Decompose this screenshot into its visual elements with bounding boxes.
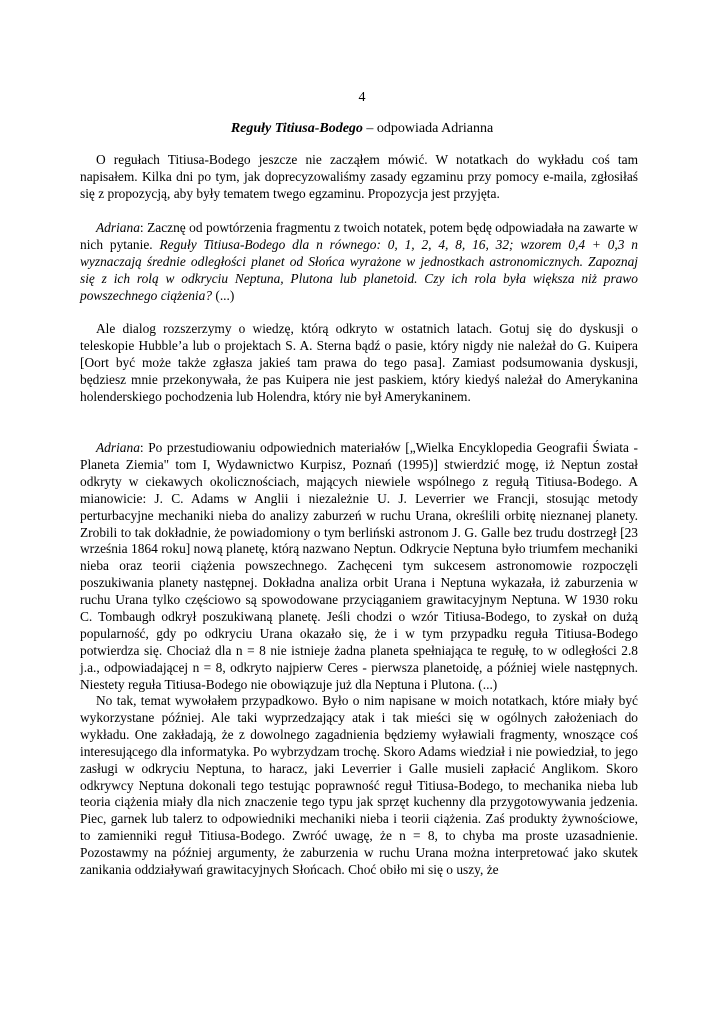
quoted-notes: Reguły Titiusa-Bodego dla n równego: 0, 1, 2, 4, 8, 16, 32; wzorem 0,4 + 0,3 n wyznaczają średnie odległości planet od Słońca wyrażone w jednostkach astronomicznych. Zapoznaj się z ich rolą w odkryciu Neptuna, Plutona lub planetoid. Czy ich rola była większa niż prawo powszechnego ciążenia? xyxy=(80,236,638,303)
speaker-name: Adriana xyxy=(96,220,140,235)
paragraph-dialog-extension: Ale dialog rozszerzymy o wiedzę, którą odkryto w ostatnich latach. Gotuj się do dyskusji o teleskopie Hubble’a lub o projektach S. A. Sterna bądź o pasie, który nigdy nie należał do G. Kuipera [Oort być może także zgłasza jakieś tam prawa do tego pasa]. Zamiast podsumowania dyskusji, będziesz mnie przekonywała, że pas Kuipera nie jest paskiem, który kiedyś należał do Amerykanina holenderskiego pochodzenia lub Holendra, który nie był Amerykaninem. xyxy=(80,321,638,404)
section-heading xyxy=(0,119,724,139)
paragraph-text-end: (...) xyxy=(212,287,235,303)
paragraph-adriana-answer-2 xyxy=(80,440,638,694)
section-title: Reguły Titiusa-Bodego xyxy=(230,121,363,136)
paragraph-intro: O regułach Titiusa-Bodego jeszcze nie zacząłem mówić. W notatkach do wykładu coś tam napisałem. Kilka dni po tym, jak doprecyzowaliśmy zasady egzaminu przy pomocy e-maila, zgłosiłaś się z propozycją, aby były tematem twego egzaminu. Propozycja jest przyjęta. xyxy=(80,152,638,201)
page-number: 4 xyxy=(358,90,366,105)
paragraph-text: : Po przestudiowaniu odpowiednich materiałów [„Wielka Encyklopedia Geografii Świata -Planeta Ziemia" tom I, Wydawnictwo Kurpisz, Poznań (1995)] stwierdzić mogę, iż Neptun został odkryty w ciekawych okolicznościach, mających niewiele wspólnego z regułą Titiusa-Bodego. A mianowicie: J. C. Adams w Anglii i niezależnie U. J. Leverrier we Francji, stosując metody perturbacyjne mechaniki nieba do analizy zaburzeń w ruchu Urana, określili orbitę nieznanej planety. Zrobili to tak dokładnie, że powiadomiony o tym berliński astronom J. G. Galle bez trudu dostrzegł [23 września 1864 roku] nową planetę, którą nazwano Neptun. Odkrycie Neptuna było triumfem mechaniki nieba oraz teorii ciążenia powszechnego. Zachęceni tym sukcesem astronomowie rozpoczęli poszukiwania planety następnej. Dokładna analiza orbit Urana i Neptuna wykazała, iż zaburzenia w ruchu Urana tylko częściowo są spowodowane przyciąganiem grawitacyjnym Neptuna. W 1930 roku C. Tombaugh odkrył poszukiwaną planetę. Jeśli chodzi o wzór Titiusa-Bodego, to zyskał on dużą popularność, gdy po odkryciu Urana okazało się, że i w tym przypadku reguła Titiusa-Bodego potwierdza się. Chociaż dla n = 8 nie istnieje żadna planeta spełniająca te regułę, to w odległości 2.8 j.a., odpowiadającej n = 8, odkryto najpierw Ceres - pierwsza planetoidę, a później wiele następnych. Niestety reguła Titiusa-Bodego nie obowiązuje już dla Neptuna i Plutona. (...) xyxy=(80,440,638,692)
paragraph-text: : Zacznę od powtórzenia fragmentu z twoich notatek, potem będę odpowiadała na zawarte w nich pytanie. xyxy=(80,220,638,252)
paragraph-commentary: No tak, temat wywołałem przypadkowo. Było o nim napisane w moich notatkach, które miały być wykorzystane później. Ale taki wyprzedzający atak i tak mieści się w ogólnych założeniach do wykładu. One zakładają, że z dowolnego zagadnienia będziemy wyławiali fragmenty, wnoszące coś interesującego dla informatyka. Po wybrzydzam trochę. Skoro Adams wiedział i nie powiedział, to jego zasługi w odkryciu Neptuna, to haracz, jaki Leverrier i Galle musieli zapłacić Anglikom. Skoro odkrywcy Neptuna dokonali tego testując poprawność reguł Titiusa-Bodego, to mechanika nieba lub teoria ciążenia miały dla nich znaczenie tego typu jak sprzęt kuchenny dla przygotowywania jedzenia. Piec, garnek lub talerz to odpowiedniki mechaniki nieba i teorii ciążenia. Zaś produkty żywnościowe, to zamienniki reguł Titiusa-Bodego. Zwróć uwagę, że n = 8, to chyba ma proste uzasadnienie. Pozostawmy na później argumenty, że zaburzenia w ruchu Urana można interpretować jako skutek zanikania oddziaływań grawitacyjnych Słońcach. Choć obiło mi się o uszy, że xyxy=(80,693,638,878)
speaker-name: Adriana xyxy=(96,440,140,455)
paragraph-adriana-answer-1 xyxy=(80,220,638,305)
section-subtitle: – odpowiada Adrianna xyxy=(362,121,494,136)
